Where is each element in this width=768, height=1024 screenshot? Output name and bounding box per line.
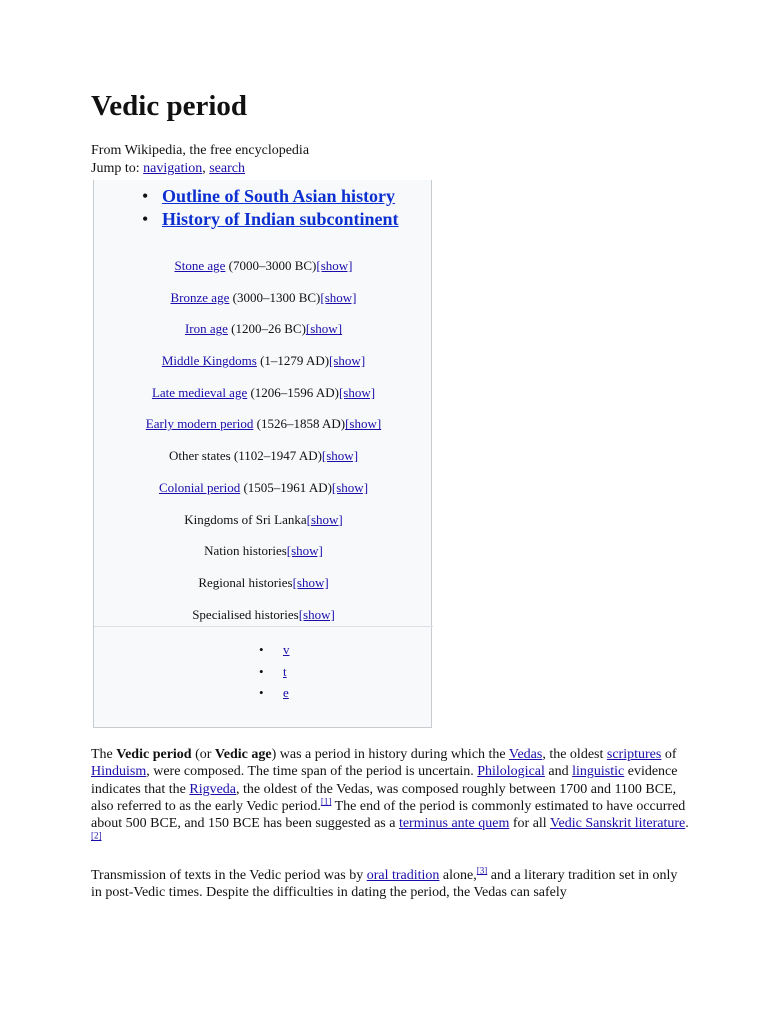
show-toggle[interactable]: [show] — [345, 416, 382, 432]
period-row-colonial — [94, 479, 433, 511]
text: and a literary tradition set in only in post-Vedic times. Despite the difficulties in dating the period, the Vedas can safely — [91, 868, 678, 901]
text: . — [685, 816, 689, 832]
period-list — [94, 257, 433, 637]
outline-item — [140, 185, 399, 208]
link-philological[interactable]: Philological — [477, 764, 545, 780]
citation-1[interactable]: [1] — [320, 796, 332, 807]
link-rigveda[interactable]: Rigveda — [189, 781, 237, 797]
history-sidebar — [93, 180, 432, 728]
period-range: Specialised histories — [192, 606, 299, 622]
period-row-other-states — [94, 447, 433, 479]
navbox-vte — [94, 642, 433, 707]
show-toggle[interactable]: [show] — [292, 574, 329, 590]
show-toggle[interactable]: [show] — [320, 289, 357, 305]
period-range: Nation histories — [204, 543, 287, 559]
article-subheader — [91, 142, 309, 178]
period-link[interactable]: Middle Kingdoms — [161, 353, 257, 369]
show-toggle[interactable]: [show] — [316, 258, 353, 273]
period-row-bronze-age — [94, 289, 433, 321]
page-title: Vedic period — [91, 90, 248, 122]
show-toggle[interactable]: [show] — [331, 479, 369, 495]
jump-to — [91, 160, 309, 178]
link-vedas[interactable]: Vedas — [508, 747, 543, 762]
vte-item — [94, 642, 433, 664]
period-range: Kingdoms of Sri Lanka — [184, 511, 307, 527]
jump-to-label: Jump to: — [91, 161, 140, 176]
text: alone, — [439, 868, 477, 883]
link-linguistic[interactable]: linguistic — [572, 764, 625, 780]
jump-sep: , — [202, 161, 206, 176]
show-toggle[interactable]: [show] — [321, 448, 359, 464]
sidebar-divider — [94, 626, 433, 627]
bullet-icon: • — [259, 685, 264, 700]
text: , the oldest of the Vedas, was composed roughly between 1700 and 1100 BCE, also referred to as the early Vedic period. — [91, 781, 677, 814]
text: of — [661, 747, 677, 762]
period-range: (1505–1961 AD) — [240, 479, 332, 495]
vte-edit-link[interactable]: e — [283, 685, 289, 700]
outline-item — [140, 208, 399, 231]
period-link[interactable]: Colonial period — [158, 479, 241, 495]
link-oral-tradition[interactable]: oral tradition — [366, 868, 440, 883]
bullet-icon: • — [142, 209, 149, 229]
period-link[interactable]: Stone age — [174, 258, 226, 273]
vte-item — [94, 664, 433, 686]
text: (or — [191, 747, 215, 762]
citation-3[interactable]: [3] — [476, 865, 488, 876]
period-link[interactable]: Iron age — [184, 321, 228, 337]
text: ) was a period in history during which the — [271, 747, 509, 762]
text: and — [544, 764, 573, 780]
intro-paragraph — [91, 746, 691, 850]
jump-navigation-link[interactable]: navigation — [143, 161, 203, 176]
text: for all — [509, 816, 550, 832]
period-range: (1200–26 BC) — [227, 321, 306, 337]
period-row-early-modern — [94, 415, 433, 447]
period-row-stone-age — [94, 257, 433, 289]
bold-term: Vedic period — [116, 747, 192, 762]
text: , were composed. The time span of the period is uncertain. — [146, 764, 478, 780]
period-range: Other states (1102–1947 AD) — [168, 448, 322, 464]
period-range: (1526–1858 AD) — [253, 416, 346, 432]
second-paragraph — [91, 867, 691, 902]
text: Transmission of texts in the Vedic period was by — [91, 868, 367, 883]
period-range: Regional histories — [198, 574, 293, 590]
period-row-sri-lanka — [94, 511, 433, 543]
bullet-icon: • — [259, 642, 264, 657]
outline-list — [140, 185, 399, 231]
link-terminus-ante-quem[interactable]: terminus ante quem — [398, 816, 510, 832]
period-row-late-medieval — [94, 384, 433, 416]
show-toggle[interactable]: [show] — [338, 384, 376, 400]
period-row-middle-kingdoms — [94, 352, 433, 384]
bullet-icon: • — [259, 663, 264, 679]
show-toggle[interactable]: [show] — [298, 606, 335, 622]
vte-item — [94, 685, 433, 707]
period-row-specialised-histories — [94, 606, 433, 638]
tagline: From Wikipedia, the free encyclopedia — [91, 143, 310, 158]
show-toggle[interactable]: [show] — [329, 353, 366, 369]
text: The — [91, 747, 117, 762]
outline-link-indian-subcontinent[interactable]: History of Indian subcontinent — [162, 209, 399, 229]
period-link[interactable]: Bronze age — [170, 289, 230, 305]
show-toggle[interactable]: [show] — [305, 321, 343, 337]
text: , the oldest — [542, 747, 607, 762]
text: evidence indicates that the — [91, 764, 678, 797]
link-scriptures[interactable]: scriptures — [606, 747, 662, 762]
period-range: (3000–1300 BC) — [229, 289, 321, 305]
show-toggle[interactable]: [show] — [286, 543, 323, 559]
outline-link-south-asian-history[interactable]: Outline of South Asian history — [162, 186, 396, 206]
period-link[interactable]: Early modern period — [145, 416, 254, 432]
link-hinduism[interactable]: Hinduism — [91, 764, 147, 780]
vte-talk-link[interactable]: t — [283, 663, 287, 679]
period-range: (1206–1596 AD) — [247, 384, 339, 400]
period-range: (7000–3000 BC) — [225, 258, 317, 273]
link-vedic-sanskrit-literature[interactable]: Vedic Sanskrit literature — [549, 816, 686, 832]
period-row-iron-age — [94, 320, 433, 352]
period-range: (1–1279 AD) — [256, 353, 330, 369]
period-row-regional-histories — [94, 574, 433, 606]
jump-search-link[interactable]: search — [209, 161, 245, 176]
text: The end of the period is commonly estimated to have occurred about 500 BCE, and 150 BCE has been suggested as a — [91, 798, 686, 832]
period-row-nation-histories — [94, 542, 433, 574]
period-link[interactable]: Late medieval age — [151, 384, 248, 400]
vte-view-link[interactable]: v — [283, 642, 290, 657]
bold-term: Vedic age — [214, 747, 272, 762]
bullet-icon: • — [142, 186, 149, 206]
citation-2[interactable]: [2] — [91, 830, 102, 841]
show-toggle[interactable]: [show] — [306, 511, 343, 527]
